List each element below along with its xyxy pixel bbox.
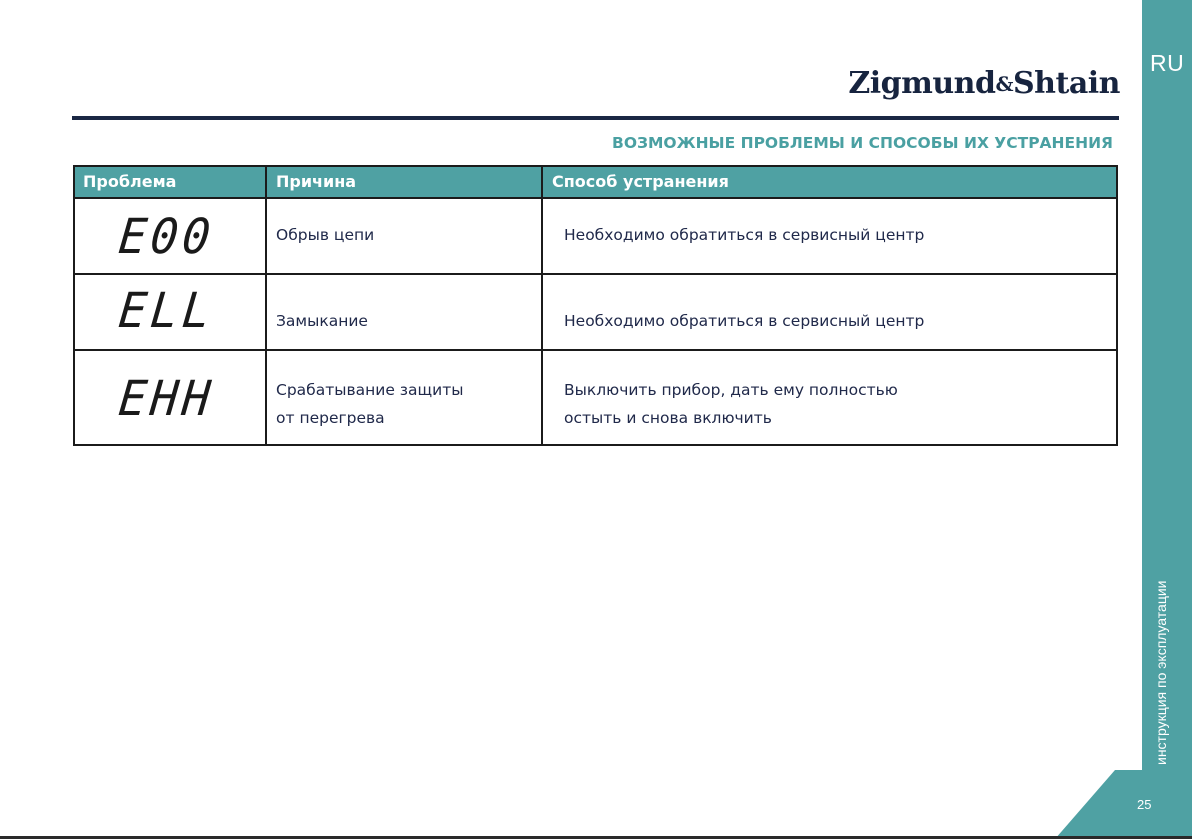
header-problem: Проблема <box>83 172 177 191</box>
brand-name-left: Zigmund <box>848 66 996 101</box>
cause-text: Замыкание <box>276 312 368 330</box>
header-solution: Способ устранения <box>552 172 729 191</box>
error-code-display: EHH <box>116 369 217 427</box>
header-cause: Причина <box>276 172 357 191</box>
language-label: RU <box>1150 50 1185 76</box>
brand-ampersand: & <box>995 72 1014 96</box>
error-code-display: E00 <box>116 207 217 265</box>
brand-name-right: Shtain <box>1013 66 1120 101</box>
section-title: ВОЗМОЖНЫЕ ПРОБЛЕМЫ И СПОСОБЫ ИХ УСТРАНЕНИЯ <box>612 134 1113 152</box>
page-number: 25 <box>1137 797 1152 812</box>
solution-text: Необходимо обратиться в сервисный центр <box>564 226 925 244</box>
solution-text-line-2: остыть и снова включить <box>564 409 772 427</box>
header-rule <box>72 116 1119 120</box>
column-divider <box>541 167 543 444</box>
table-header <box>75 167 1116 199</box>
column-divider <box>265 167 267 444</box>
cause-text-line-1: Срабатывание защиты <box>276 381 464 399</box>
brand-logo <box>820 66 1120 101</box>
error-code-display: ELL <box>116 281 217 339</box>
row-divider <box>75 349 1116 351</box>
cause-text: Обрыв цепи <box>276 226 375 244</box>
cause-text-line-2: от перегрева <box>276 409 385 427</box>
solution-text: Необходимо обратиться в сервисный центр <box>564 312 925 330</box>
row-divider <box>75 273 1116 275</box>
solution-text-line-1: Выключить прибор, дать ему полностью <box>564 381 898 399</box>
troubleshooting-table <box>73 165 1118 446</box>
manual-caption: инструкция по эксплуатации <box>1153 580 1169 765</box>
